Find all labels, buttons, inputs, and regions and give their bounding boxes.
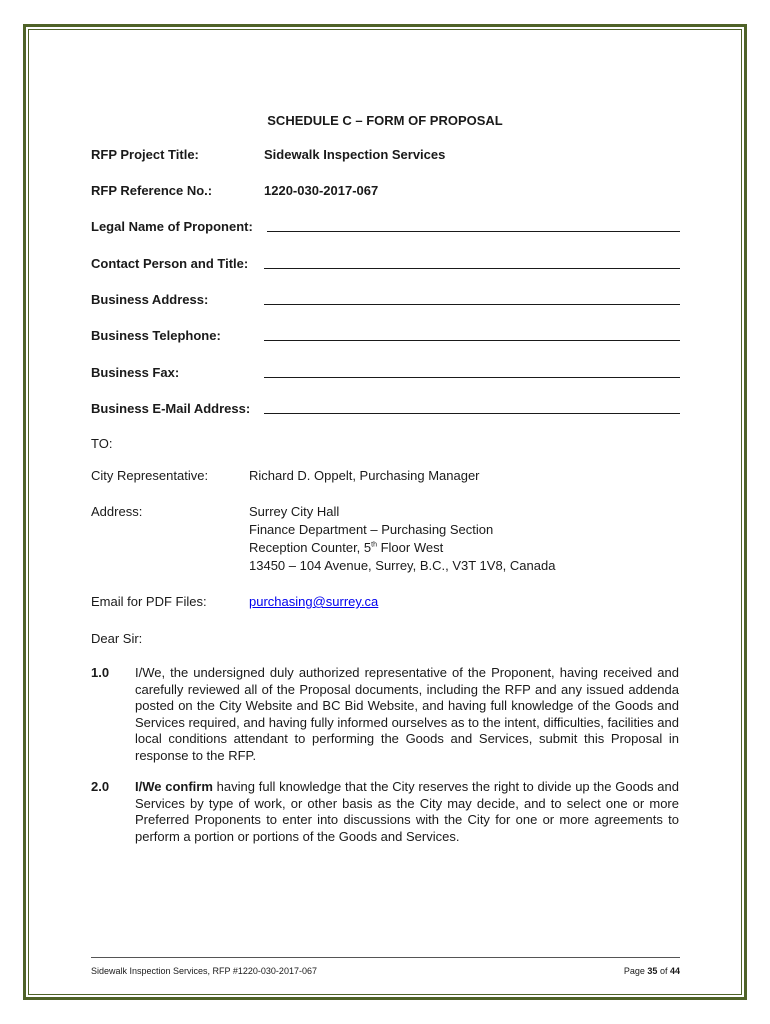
address-line-3-floor: Floor West <box>376 540 444 555</box>
address-line-4: 13450 – 104 Avenue, Surrey, B.C., V3T 1V8, Canada <box>249 558 556 573</box>
contact-field[interactable] <box>264 268 680 269</box>
pdf-email-link[interactable]: purchasing@surrey.ca <box>249 594 379 609</box>
address-line-3-text: Reception Counter, 5 <box>249 540 372 555</box>
contact-label: Contact Person and Title: <box>91 256 249 271</box>
business-email-field[interactable] <box>264 413 680 414</box>
clause-number: 1.0 <box>91 665 110 680</box>
page-current: 35 <box>647 966 658 976</box>
clause-lead: I/We confirm <box>135 779 213 794</box>
schedule-heading: SCHEDULE C – FORM OF PROPOSAL <box>267 113 503 128</box>
clause-number: 2.0 <box>91 779 110 794</box>
clause-text <box>135 779 679 845</box>
page-number <box>624 966 680 976</box>
business-telephone-field[interactable] <box>264 340 680 341</box>
ordinal-suffix: th <box>371 541 377 549</box>
city-rep-label: City Representative: <box>91 468 209 483</box>
footer-left: Sidewalk Inspection Services, RFP #1220-030-2017-067 <box>91 966 317 976</box>
business-fax-label: Business Fax: <box>91 365 180 380</box>
legal-name-label: Legal Name of Proponent: <box>91 219 253 234</box>
salutation: Dear Sir: <box>91 631 143 646</box>
clause-body: having full knowledge that the City reserves the right to divide up the Goods and Services by type of work, or other basis as the City may decide, and to select one or more Preferred Proponents to enter into discussions with the City for one or more agreements to perform a portion or portions of the Goods and Services. <box>135 779 679 844</box>
clause-body: I/We, the undersigned duly authorized representative of the Proponent, having received and carefully reviewed all of the Proposal documents, including the RFP and any issued addenda posted on the City Website and BC Bid Website, and having full knowledge of the Goods and Services required, and having fully informed ourselves as to the intent, difficulties, facilities and local conditions attendant to performing the Goods and Services, submit this Proposal in response to the RFP. <box>135 665 679 763</box>
business-address-field[interactable] <box>264 304 680 305</box>
business-telephone-label: Business Telephone: <box>91 328 221 343</box>
of-word: of <box>659 966 668 976</box>
address-line-2: Finance Department – Purchasing Section <box>249 522 494 537</box>
business-email-label: Business E-Mail Address: <box>91 401 251 416</box>
reference-label: RFP Reference No.: <box>91 183 213 198</box>
address-label: Address: <box>91 504 143 519</box>
business-fax-field[interactable] <box>264 377 680 378</box>
to-label: TO: <box>91 436 113 451</box>
legal-name-field[interactable] <box>267 231 680 232</box>
address-line-1: Surrey City Hall <box>249 504 340 519</box>
address-line-3 <box>249 540 443 555</box>
page-word: Page <box>623 966 645 976</box>
clause-text <box>135 665 679 764</box>
project-title-label: RFP Project Title: <box>91 147 199 162</box>
pdf-email-label: Email for PDF Files: <box>91 594 207 609</box>
reference-value: 1220-030-2017-067 <box>264 183 379 198</box>
footer-rule <box>91 957 680 958</box>
business-address-label: Business Address: <box>91 292 209 307</box>
project-title-value: Sidewalk Inspection Services <box>264 147 446 162</box>
city-rep-value: Richard D. Oppelt, Purchasing Manager <box>249 468 480 483</box>
page-total: 44 <box>669 966 680 976</box>
